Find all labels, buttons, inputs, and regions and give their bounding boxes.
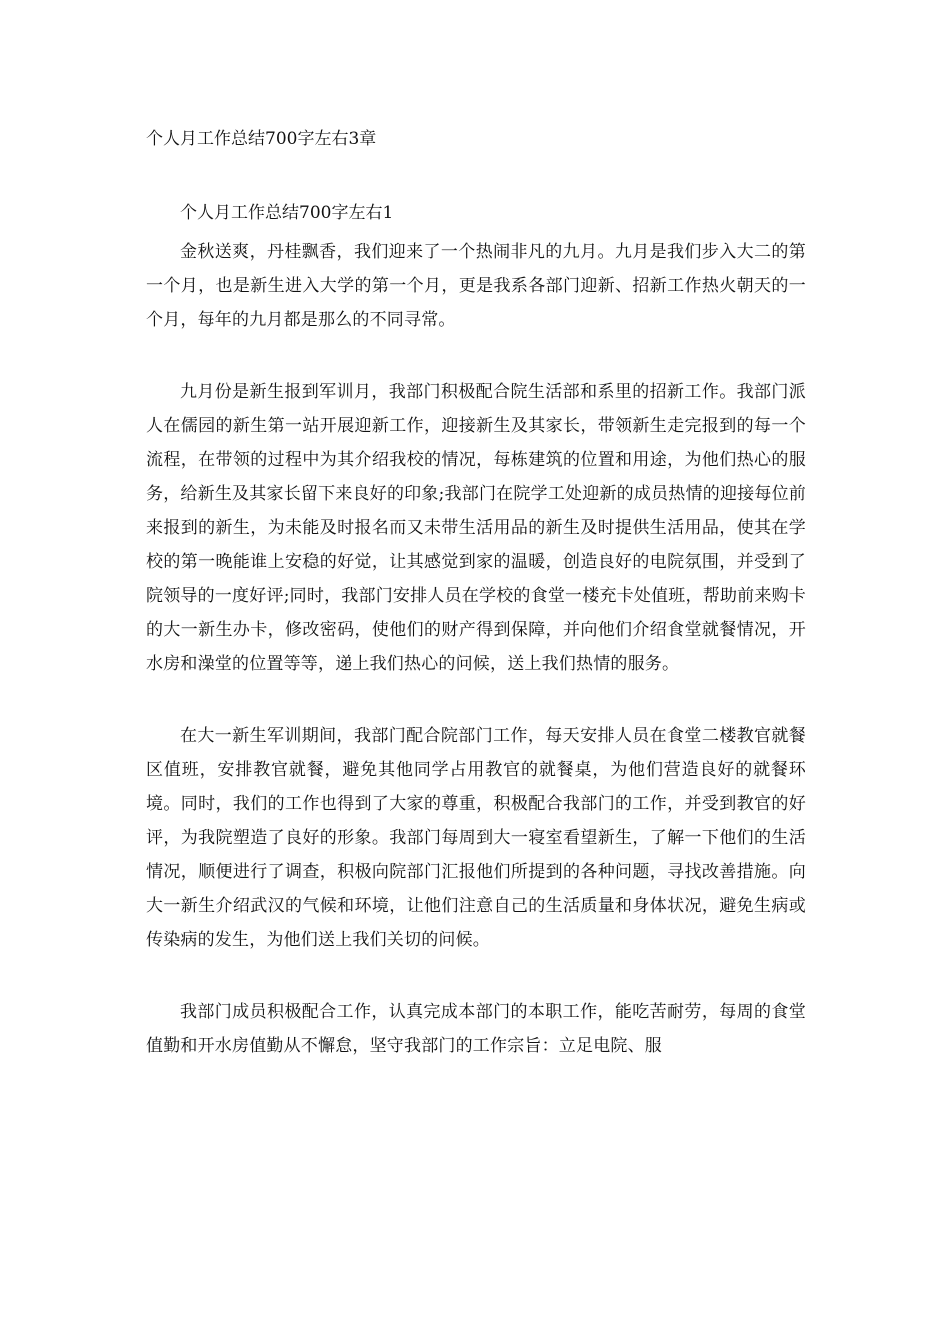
paragraph-1: 金秋送爽，丹桂飘香，我们迎来了一个热闹非凡的九月。九月是我们步入大二的第一个月，也是新生进入大学的第一个月，更是我系各部门迎新、招新工作热火朝天的一个月，每年的九月都是那么的不同寻常。 <box>146 242 806 330</box>
section-heading: 个人月工作总结700字左右1 <box>180 203 394 223</box>
paragraph-4: 我部门成员积极配合工作，认真完成本部门的本职工作，能吃苦耐劳，每周的食堂值勤和开水房值勤从不懈怠，坚守我部门的工作宗旨：立足电院、服 <box>146 1002 806 1056</box>
document-title: 个人月工作总结700字左右3章 <box>146 129 377 149</box>
paragraph-2: 九月份是新生报到军训月，我部门积极配合院生活部和系里的招新工作。我部门派人在儒园的新生第一站开展迎新工作，迎接新生及其家长，带领新生走完报到的每一个流程，在带领的过程中为其介绍我校的情况，每栋建筑的位置和用途，为他们热心的服务，给新生及其家长留下来良好的印象;我部门在院学工处迎新的成员热情的迎接每位前来报到的新生，为未能及时报名而又未带生活用品的新生及时提供生活用品，使其在学校的第一晚能谁上安稳的好觉，让其感觉到家的温暖，创造良好的电院氛围，并受到了院领导的一度好评;同时，我部门安排人员在学校的食堂一楼充卡处值班，帮助前来购卡的大一新生办卡，修改密码，使他们的财产得到保障，并向他们介绍食堂就餐情况，开水房和澡堂的位置等等，递上我们热心的问候，送上我们热情的服务。 <box>146 382 806 674</box>
document-body <box>146 201 806 1101</box>
paragraph-3: 在大一新生军训期间，我部门配合院部门工作，每天安排人员在食堂二楼教官就餐区值班，安排教官就餐，避免其他同学占用教官的就餐桌，为他们营造良好的就餐环境。同时，我们的工作也得到了大家的尊重，积极配合我部门的工作，并受到教官的好评，为我院塑造了良好的形象。我部门每周到大一寝室看望新生，了解一下他们的生活情况，顺便进行了调查，积极向院部门汇报他们所提到的各种问题，寻找改善措施。向大一新生介绍武汉的气候和环境，让他们注意自己的生活质量和身体状况，避免生病或传染病的发生，为他们送上我们关切的问候。 <box>146 726 806 950</box>
